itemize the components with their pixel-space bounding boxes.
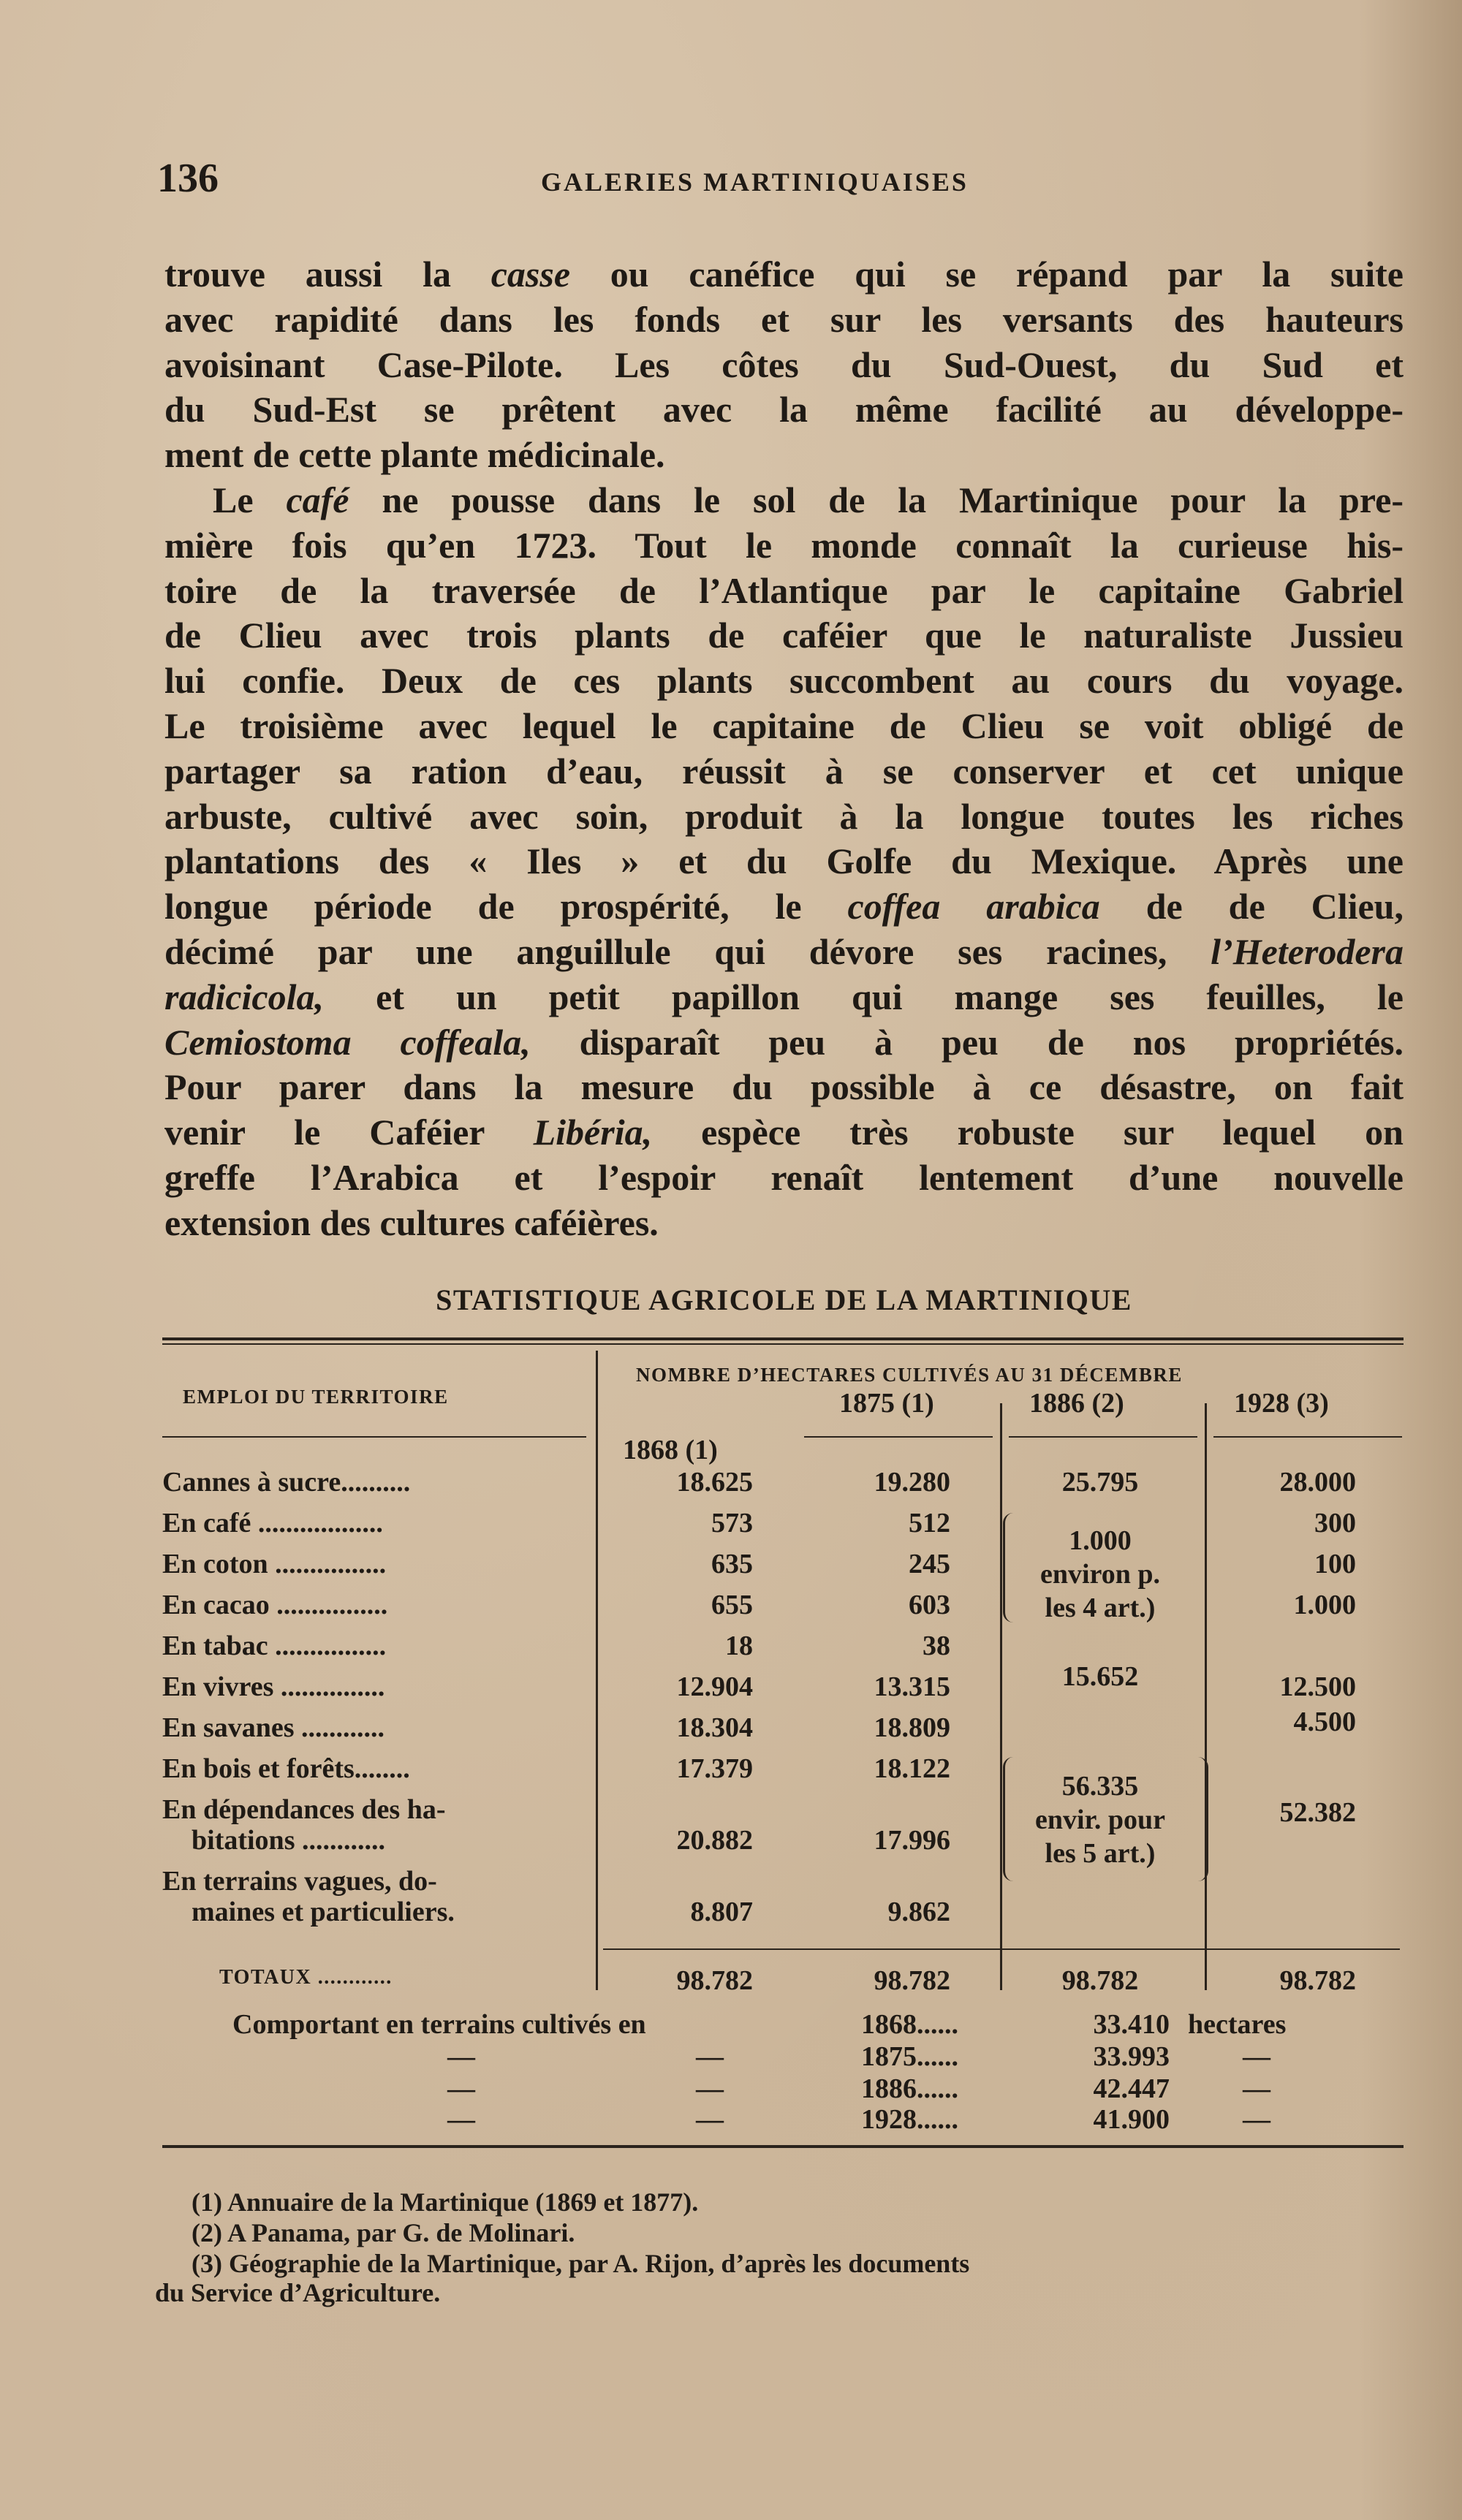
row-label: En dépendances des ha- [162, 1794, 446, 1825]
cultivated-year: 1928...... [861, 2104, 958, 2135]
text-line: extension des cultures caféières. [164, 1202, 659, 1243]
table-cell: 15.652 [1061, 1661, 1139, 1692]
cultivated-value: 33.993 [1093, 2041, 1170, 2072]
table-cell: 9.862 [887, 1897, 950, 1927]
text-line: plantations des « Iles » et du Golfe du Mexique. Après une [164, 840, 1404, 882]
text-line: mière fois qu’en 1723. Tout le monde connaît la curieuse his- [164, 524, 1404, 566]
column-header-territory: EMPLOI DU TERRITOIRE [183, 1386, 449, 1408]
ditto-mark: — [447, 2041, 475, 2072]
cultivated-intro: Comportant en terrains cultivés en [232, 2009, 646, 2040]
ditto-mark: — [696, 2073, 724, 2104]
year-header-1928: 1928 (3) [1234, 1388, 1329, 1419]
table-cell: environ p. [1039, 1559, 1160, 1590]
column-divider [596, 1351, 598, 1990]
right-brace-icon [1192, 1757, 1208, 1881]
text-line: avec rapidité dans les fonds et sur les versants des hauteurs [164, 298, 1404, 340]
text-line: arbuste, cultivé avec soin, produit à la longue toutes les riches [164, 795, 1404, 837]
cultivated-unit: hectares [1188, 2009, 1287, 2040]
column-divider [1000, 1403, 1002, 1990]
text-line: longue période de prospérité, le coffea arabica de de Clieu, [164, 886, 1404, 927]
table-cell: 603 [909, 1590, 950, 1620]
year-header-1875: 1875 (1) [839, 1388, 934, 1419]
table-cell: 100 [1314, 1549, 1356, 1579]
totals-rule [603, 1948, 1400, 1950]
ditto-mark: — [696, 2041, 724, 2072]
ditto-mark: — [696, 2104, 724, 2135]
footnote: (1) Annuaire de la Martinique (1869 et 1877). [192, 2187, 699, 2217]
text-line: lui confie. Deux de ces plants succombent au cours du voyage. [164, 660, 1404, 702]
text-line: ment de cette plante médicinale. [164, 434, 665, 476]
table-cell: 12.904 [676, 1671, 753, 1702]
table-cell: 655 [711, 1590, 753, 1620]
total-cell: 98.782 [1061, 1965, 1139, 1996]
text-line: partager sa ration d’eau, réussit à se conserver et cet unique [164, 750, 1404, 792]
total-cell: 98.782 [676, 1965, 753, 1996]
row-label: En bois et forêts........ [162, 1753, 410, 1784]
header-rule [1213, 1436, 1402, 1438]
text-line: avoisinant Case-Pilote. Les côtes du Sud-Ouest, du Sud et [164, 344, 1404, 385]
table-cell: 245 [909, 1549, 950, 1579]
footnote: (3) Géographie de la Martinique, par A. Rijon, d’après les documents [192, 2249, 970, 2278]
table-cell: 25.795 [1061, 1467, 1139, 1498]
footnote: (2) A Panama, par G. de Molinari. [192, 2218, 575, 2247]
text-line: Le café ne pousse dans le sol de la Martinique pour la pre- [213, 479, 1404, 520]
cultivated-year: 1875...... [861, 2041, 958, 2072]
text-line: toire de la traversée de l’Atlantique par le capitaine Gabriel [164, 569, 1404, 611]
row-label: En terrains vagues, do- [162, 1866, 437, 1897]
text-line: de Clieu avec trois plants de caféier que le naturaliste Jussieu [164, 615, 1404, 656]
table-cell: 573 [711, 1508, 753, 1538]
table-cell: 18.625 [676, 1467, 753, 1498]
table-cell: 17.379 [676, 1753, 753, 1784]
table-cell: 56.335 [1061, 1771, 1139, 1802]
table-cell: 13.315 [874, 1671, 950, 1702]
table-cell: 4.500 [1293, 1707, 1356, 1737]
running-head: GALERIES MARTINIQUAISES [541, 167, 969, 197]
table-top-rule [162, 1337, 1404, 1340]
body-text [164, 252, 1404, 1246]
table-cell: 18.304 [676, 1712, 753, 1743]
year-header-1886: 1886 (2) [1029, 1388, 1124, 1419]
text-line: radicicola, et un petit papillon qui mange ses feuilles, le [164, 976, 1404, 1017]
row-label: Cannes à sucre.......... [162, 1467, 411, 1498]
table-cell: 19.280 [874, 1467, 950, 1498]
column-header-hectares: NOMBRE D’HECTARES CULTIVÉS AU 31 DÉCEMBRE [636, 1364, 1183, 1386]
left-brace-icon [1003, 1513, 1020, 1623]
table-cell: 18 [725, 1631, 753, 1661]
cultivated-value: 33.410 [1093, 2009, 1170, 2040]
year-header-1868: 1868 (1) [623, 1435, 718, 1465]
table-cell: les 5 art.) [1045, 1838, 1156, 1869]
table-cell: 635 [711, 1549, 753, 1579]
table-cell: 512 [909, 1508, 950, 1538]
table-cell: 18.122 [874, 1753, 950, 1784]
text-line: greffe l’Arabica et l’espoir renaît lentement d’une nouvelle [164, 1156, 1404, 1198]
ditto-mark: — [447, 2104, 475, 2135]
text-line: Cemiostoma coffeala, disparaît peu à peu de nos propriétés. [164, 1021, 1404, 1063]
left-brace-icon [1003, 1757, 1020, 1881]
page-number: 136 [157, 156, 219, 201]
text-line: venir le Caféier Libéria, espèce très robuste sur lequel on [164, 1112, 1404, 1153]
text-line: Le troisième avec lequel le capitaine de Clieu se voit obligé de [164, 705, 1404, 746]
row-label: bitations ............ [192, 1825, 385, 1856]
cultivated-unit: — [1243, 2073, 1270, 2104]
table-cell: 28.000 [1279, 1467, 1356, 1498]
ditto-mark: — [447, 2073, 475, 2104]
cultivated-value: 41.900 [1093, 2104, 1170, 2135]
text-line: du Sud-Est se prêtent avec la même facilité au développe- [164, 389, 1404, 430]
row-label: En café .................. [162, 1508, 383, 1538]
table-cell: 52.382 [1279, 1797, 1356, 1828]
table-title: STATISTIQUE AGRICOLE DE LA MARTINIQUE [436, 1283, 1132, 1316]
row-label: maines et particuliers. [192, 1897, 455, 1927]
row-label: En coton ................ [162, 1549, 387, 1579]
table-cell: envir. pour [1034, 1804, 1166, 1835]
row-label: En savanes ............ [162, 1712, 385, 1743]
table-bottom-rule [162, 2145, 1404, 2148]
table-cell: 8.807 [690, 1897, 753, 1927]
row-label: En vivres ............... [162, 1671, 385, 1702]
table-cell: 18.809 [874, 1712, 950, 1743]
table-cell: 20.882 [676, 1825, 753, 1856]
column-divider [1205, 1403, 1207, 1990]
cultivated-year: 1868...... [861, 2009, 958, 2040]
text-line: décimé par une anguillule qui dévore ses racines, l’Heterodera [164, 930, 1404, 972]
footnote: du Service d’Agriculture. [155, 2278, 441, 2307]
header-rule [162, 1436, 586, 1438]
header-rule [804, 1436, 993, 1438]
table-cell: 17.996 [874, 1825, 950, 1856]
table-cell: 12.500 [1279, 1671, 1356, 1702]
table-cell: 300 [1314, 1508, 1356, 1538]
table-cell: 38 [923, 1631, 950, 1661]
text-line: trouve aussi la casse ou canéfice qui se répand par la suite [164, 254, 1404, 295]
table-cell: 1.000 [1293, 1590, 1356, 1620]
cultivated-unit: — [1243, 2041, 1270, 2072]
header-rule [1009, 1436, 1197, 1438]
row-label: En tabac ................ [162, 1631, 387, 1661]
table-cell: 1.000 [1069, 1525, 1132, 1556]
totals-label: TOTAUX ............ [219, 1966, 393, 1989]
cultivated-unit: — [1243, 2104, 1270, 2135]
row-label: En cacao ................ [162, 1590, 388, 1620]
text-line: Pour parer dans la mesure du possible à ce désastre, on fait [164, 1066, 1404, 1108]
cultivated-year: 1886...... [861, 2073, 958, 2104]
cultivated-value: 42.447 [1093, 2073, 1170, 2104]
total-cell: 98.782 [1279, 1965, 1356, 1996]
total-cell: 98.782 [874, 1965, 950, 1996]
table-cell: les 4 art.) [1045, 1593, 1156, 1623]
table-top-rule-thin [162, 1343, 1404, 1345]
